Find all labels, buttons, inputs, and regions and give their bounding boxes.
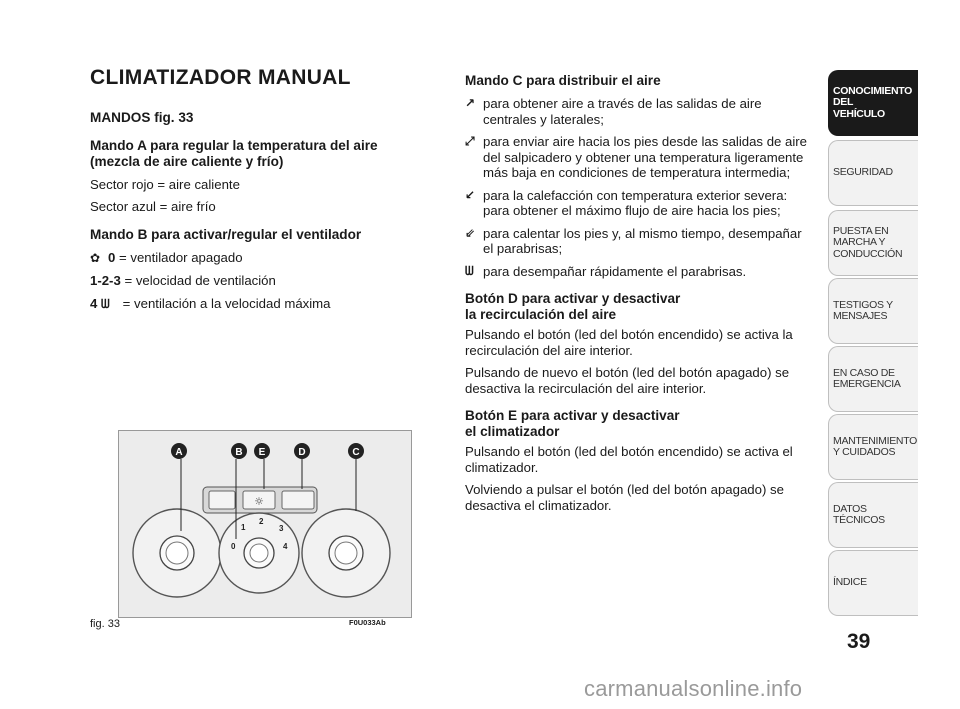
mando-b-line2: 1-2-3 = velocidad de ventilación <box>90 273 276 288</box>
label-d: D <box>298 447 306 458</box>
feet-defrost-icon: ⇙ <box>465 225 476 240</box>
defrost-icon: ᗯ <box>101 296 110 311</box>
boton-e-heading: Botón E para activar y desactivar el climatizador <box>465 408 680 439</box>
tab-emergencia[interactable]: EN CASO DE EMERGENCIA <box>828 346 918 412</box>
list-item: ↙ para la calefacción con temperatura exterior severa: para obtener el máximo flujo de aire hacia los pies; <box>465 187 788 218</box>
fan-digit-4: 4 <box>283 542 288 551</box>
label-a: A <box>175 447 183 458</box>
tab-testigos[interactable]: TESTIGOS Y MENSAJES <box>828 278 918 344</box>
list-item: ⤢ para enviar aire hacia los pies desde las salidas de aire del salpicadero y obtener una temperatura ligeramente más baja en condiciones de temperatura intermedia; <box>465 134 808 180</box>
label-c: C <box>352 447 360 458</box>
figure-code: F0U033Ab <box>349 618 386 627</box>
mando-b-line3: 4 ᗯ = ventilación a la velocidad máxima <box>90 295 331 311</box>
feet-vent-icon: ↙ <box>465 187 476 202</box>
figure-caption: fig. 33 <box>90 618 120 630</box>
boton-d-p1: Pulsando el botón (led del botón encendido) se activa la recirculación del aire interior. <box>465 327 793 358</box>
windscreen-defrost-icon: ᗯ <box>465 263 474 278</box>
mando-b-heading: Mando B para activar/regular el ventilador <box>90 226 362 242</box>
section-subtitle: MANDOS fig. 33 <box>90 109 194 125</box>
fan-digit-3: 3 <box>279 524 284 533</box>
right-column <box>465 73 813 520</box>
svg-text:☼: ☼ <box>254 495 264 508</box>
fan-icon: ✿ <box>90 250 101 265</box>
label-b: B <box>235 447 243 458</box>
face-vent-icon: ↗ <box>465 96 476 110</box>
boton-d-p2: Pulsando de nuevo el botón (led del botón apagado) se desactiva la recirculación del aire interior. <box>465 365 790 396</box>
label-e: E <box>258 447 266 458</box>
tab-conocimiento[interactable]: CONOCIMIENTO DEL VEHÍCULO <box>828 70 918 136</box>
tab-datos-tecnicos[interactable]: DATOS TÉCNICOS <box>828 482 918 548</box>
boton-e-p1: Pulsando el botón (led del botón encendido) se activa el climatizador. <box>465 444 793 475</box>
page-title: CLIMATIZADOR MANUAL <box>90 66 351 89</box>
fan-digit-0: 0 <box>231 542 236 551</box>
face-feet-vent-icon: ⤢ <box>465 134 475 148</box>
list-item: ⇙ para calentar los pies y, al mismo tiempo, desempañar el parabrisas; <box>465 225 802 256</box>
list-item: ᗯ para desempañar rápidamente el parabrisas. <box>465 263 747 279</box>
tab-mantenimiento[interactable]: MANTENIMIENTO Y CUIDADOS <box>828 414 918 480</box>
tab-indice[interactable]: ÍNDICE <box>828 550 918 616</box>
control-panel-illustration <box>119 431 411 617</box>
tab-seguridad[interactable]: SEGURIDAD <box>828 140 918 206</box>
mando-a-line1: Sector rojo = aire caliente <box>90 176 240 192</box>
fan-digit-1: 1 <box>241 523 246 532</box>
list-item: ↗ para obtener aire a través de las salidas de aire centrales y laterales; <box>465 96 762 127</box>
mando-b-line1: ✿ 0 = ventilador apagado <box>90 249 243 265</box>
tab-puesta-en-marcha[interactable]: PUESTA EN MARCHA Y CONDUCCIÓN <box>828 210 918 276</box>
boton-d-heading: Botón D para activar y desactivar la recirculación del aire <box>465 291 681 322</box>
control-panel-figure <box>118 430 412 618</box>
watermark: carmanualsonline.info <box>584 676 803 701</box>
page-number: 39 <box>847 630 871 653</box>
mando-a-heading: Mando A para regular la temperatura del aire (mezcla de aire caliente y frío) <box>90 137 378 169</box>
mando-c-heading: Mando C para distribuir el aire <box>465 73 661 88</box>
mando-a-line2: Sector azul = aire frío <box>90 199 216 214</box>
fan-digit-2: 2 <box>259 517 264 526</box>
left-column <box>90 66 425 319</box>
boton-e-p2: Volviendo a pulsar el botón (led del botón apagado) se desactiva el climatizador. <box>465 482 784 513</box>
